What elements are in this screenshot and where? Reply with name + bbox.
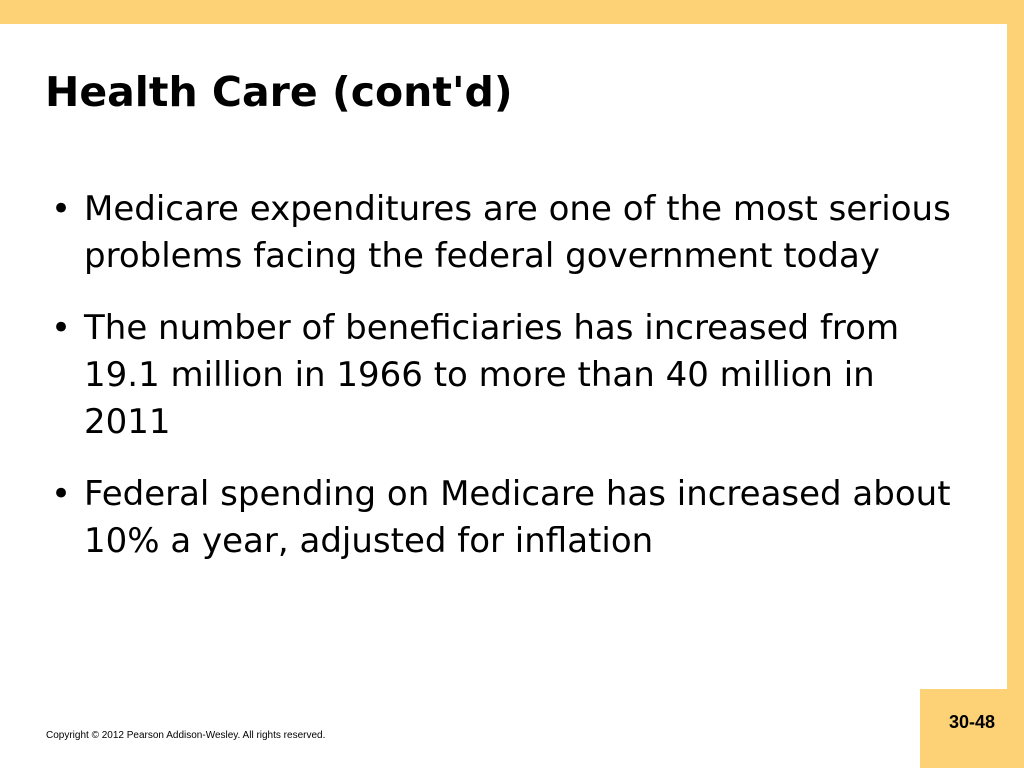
copyright-text: Copyright © 2012 Pearson Addison-Wesley. All rights reserved. <box>46 730 326 741</box>
bullet-dot: • <box>51 474 72 514</box>
bullet-item <box>45 471 965 565</box>
bullet-item <box>45 186 965 280</box>
bullet-text: Medicare expenditures are one of the most serious problems facing the federal government today <box>84 189 951 276</box>
bullet-dot: • <box>51 308 72 348</box>
bullet-list <box>45 186 965 590</box>
bullet-dot: • <box>51 189 72 229</box>
bullet-item <box>45 305 965 446</box>
bullet-text: The number of beneficiaries has increased from 19.1 million in 1966 to more than 40 million in 2011 <box>84 308 900 442</box>
page-number-box <box>920 689 1024 768</box>
bullet-text: Federal spending on Medicare has increased about 10% a year, adjusted for inflation <box>84 474 951 561</box>
page-number: 30-48 <box>948 712 996 732</box>
slide-title: Health Care (cont'd) <box>45 68 513 116</box>
